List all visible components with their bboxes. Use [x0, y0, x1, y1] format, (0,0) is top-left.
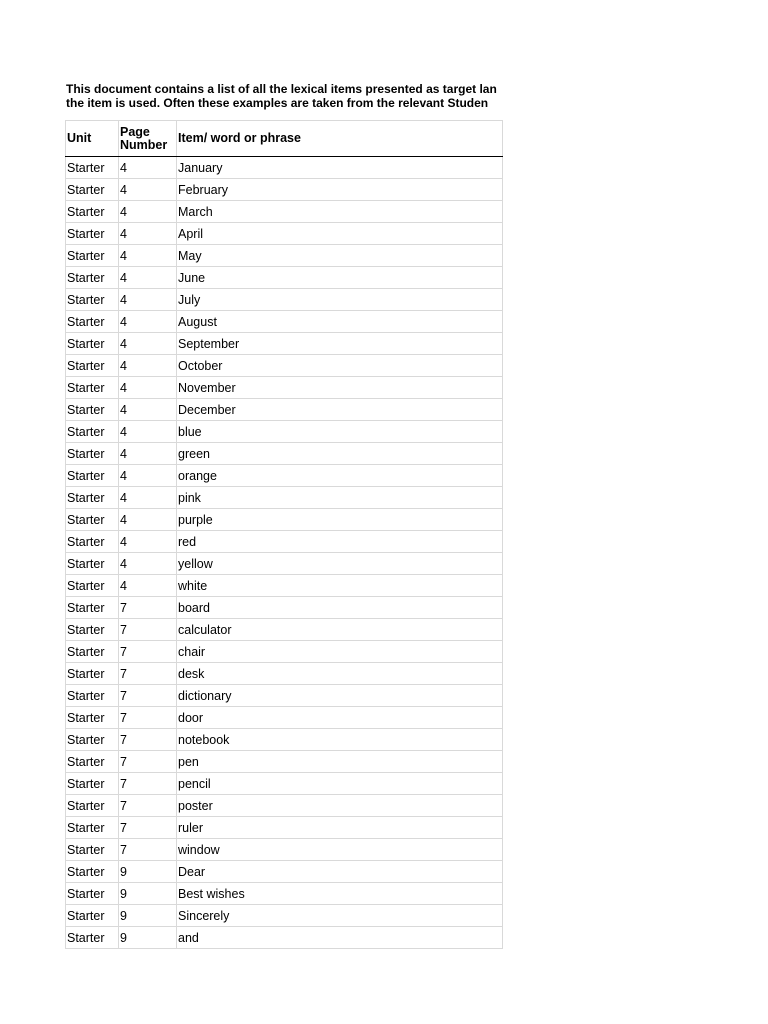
lexical-items-table: [65, 120, 503, 949]
intro-line-1: This document contains a list of all the lexical items presented as target lan: [66, 82, 497, 96]
cell-page: 7: [119, 773, 177, 795]
cell-item: February: [177, 179, 503, 201]
cell-unit: Starter: [66, 575, 119, 597]
cell-item: Sincerely: [177, 905, 503, 927]
table-row: [66, 861, 503, 883]
cell-page: 4: [119, 465, 177, 487]
table-row: [66, 421, 503, 443]
table-row: [66, 927, 503, 949]
cell-item: desk: [177, 663, 503, 685]
cell-unit: Starter: [66, 157, 119, 179]
table-row: [66, 707, 503, 729]
table-row: [66, 773, 503, 795]
cell-item: yellow: [177, 553, 503, 575]
cell-page: 7: [119, 729, 177, 751]
table-row: [66, 443, 503, 465]
table-row: [66, 883, 503, 905]
cell-page: 4: [119, 531, 177, 553]
cell-unit: Starter: [66, 685, 119, 707]
cell-page: 7: [119, 685, 177, 707]
header-page-number: [119, 121, 177, 157]
cell-item: March: [177, 201, 503, 223]
intro-line-2: the item is used. Often these examples are taken from the relevant Studen: [66, 96, 489, 110]
table-row: [66, 597, 503, 619]
cell-page: 4: [119, 223, 177, 245]
cell-item: October: [177, 355, 503, 377]
cell-unit: Starter: [66, 795, 119, 817]
cell-unit: Starter: [66, 773, 119, 795]
cell-unit: Starter: [66, 443, 119, 465]
cell-item: calculator: [177, 619, 503, 641]
cell-item: May: [177, 245, 503, 267]
cell-page: 9: [119, 861, 177, 883]
cell-page: 4: [119, 421, 177, 443]
cell-unit: Starter: [66, 333, 119, 355]
table-row: [66, 223, 503, 245]
cell-item: and: [177, 927, 503, 949]
table-row: [66, 465, 503, 487]
cell-item: November: [177, 377, 503, 399]
table-row: [66, 399, 503, 421]
cell-item: July: [177, 289, 503, 311]
cell-page: 9: [119, 883, 177, 905]
cell-item: red: [177, 531, 503, 553]
cell-page: 4: [119, 311, 177, 333]
cell-page: 7: [119, 619, 177, 641]
header-page-line-2: Number: [120, 137, 168, 152]
cell-page: 7: [119, 795, 177, 817]
table-body: [66, 157, 503, 949]
cell-page: 4: [119, 509, 177, 531]
cell-unit: Starter: [66, 245, 119, 267]
cell-unit: Starter: [66, 597, 119, 619]
cell-item: window: [177, 839, 503, 861]
cell-unit: Starter: [66, 729, 119, 751]
table-row: [66, 267, 503, 289]
cell-unit: Starter: [66, 861, 119, 883]
table-row: [66, 553, 503, 575]
cell-page: 4: [119, 157, 177, 179]
cell-unit: Starter: [66, 179, 119, 201]
cell-page: 4: [119, 267, 177, 289]
cell-unit: Starter: [66, 355, 119, 377]
cell-page: 4: [119, 355, 177, 377]
cell-unit: Starter: [66, 267, 119, 289]
cell-unit: Starter: [66, 663, 119, 685]
table-row: [66, 245, 503, 267]
table-row: [66, 795, 503, 817]
cell-unit: Starter: [66, 707, 119, 729]
table-row: [66, 179, 503, 201]
cell-item: ruler: [177, 817, 503, 839]
table-row: [66, 157, 503, 179]
cell-item: Dear: [177, 861, 503, 883]
cell-item: purple: [177, 509, 503, 531]
cell-page: 4: [119, 377, 177, 399]
cell-unit: Starter: [66, 905, 119, 927]
cell-unit: Starter: [66, 201, 119, 223]
header-unit: Unit: [66, 121, 119, 157]
cell-unit: Starter: [66, 289, 119, 311]
cell-item: pink: [177, 487, 503, 509]
cell-page: 9: [119, 927, 177, 949]
cell-page: 4: [119, 575, 177, 597]
table-row: [66, 575, 503, 597]
cell-item: Best wishes: [177, 883, 503, 905]
table-row: [66, 905, 503, 927]
cell-unit: Starter: [66, 399, 119, 421]
cell-page: 4: [119, 333, 177, 355]
cell-unit: Starter: [66, 553, 119, 575]
cell-item: June: [177, 267, 503, 289]
cell-page: 4: [119, 289, 177, 311]
table-row: [66, 531, 503, 553]
table-row: [66, 311, 503, 333]
cell-page: 7: [119, 839, 177, 861]
cell-unit: Starter: [66, 311, 119, 333]
cell-unit: Starter: [66, 421, 119, 443]
cell-page: 7: [119, 817, 177, 839]
cell-page: 4: [119, 179, 177, 201]
cell-page: 9: [119, 905, 177, 927]
cell-page: 7: [119, 663, 177, 685]
cell-page: 7: [119, 597, 177, 619]
cell-page: 7: [119, 751, 177, 773]
table-row: [66, 751, 503, 773]
cell-item: pen: [177, 751, 503, 773]
header-page-line-1: Page: [120, 124, 150, 139]
cell-unit: Starter: [66, 509, 119, 531]
table-row: [66, 839, 503, 861]
cell-item: December: [177, 399, 503, 421]
table-row: [66, 355, 503, 377]
cell-unit: Starter: [66, 817, 119, 839]
cell-item: chair: [177, 641, 503, 663]
table-row: [66, 333, 503, 355]
cell-item: green: [177, 443, 503, 465]
cell-unit: Starter: [66, 927, 119, 949]
cell-page: 4: [119, 399, 177, 421]
cell-page: 4: [119, 201, 177, 223]
cell-page: 4: [119, 553, 177, 575]
cell-unit: Starter: [66, 883, 119, 905]
table-row: [66, 487, 503, 509]
cell-item: door: [177, 707, 503, 729]
cell-unit: Starter: [66, 641, 119, 663]
cell-item: pencil: [177, 773, 503, 795]
cell-unit: Starter: [66, 465, 119, 487]
cell-item: poster: [177, 795, 503, 817]
intro-text: [66, 82, 503, 110]
cell-unit: Starter: [66, 839, 119, 861]
cell-page: 4: [119, 245, 177, 267]
cell-item: notebook: [177, 729, 503, 751]
cell-unit: Starter: [66, 751, 119, 773]
cell-item: January: [177, 157, 503, 179]
cell-item: orange: [177, 465, 503, 487]
cell-item: August: [177, 311, 503, 333]
table-row: [66, 817, 503, 839]
table-row: [66, 201, 503, 223]
table-header-row: [66, 121, 503, 157]
cell-page: 4: [119, 443, 177, 465]
cell-unit: Starter: [66, 223, 119, 245]
table-row: [66, 377, 503, 399]
header-item: Item/ word or phrase: [177, 121, 503, 157]
cell-page: 7: [119, 641, 177, 663]
table-row: [66, 619, 503, 641]
table-row: [66, 729, 503, 751]
cell-item: board: [177, 597, 503, 619]
cell-unit: Starter: [66, 487, 119, 509]
cell-unit: Starter: [66, 619, 119, 641]
table-row: [66, 663, 503, 685]
cell-item: blue: [177, 421, 503, 443]
cell-item: white: [177, 575, 503, 597]
cell-page: 7: [119, 707, 177, 729]
table-row: [66, 685, 503, 707]
table-row: [66, 641, 503, 663]
table-row: [66, 289, 503, 311]
cell-page: 4: [119, 487, 177, 509]
cell-item: September: [177, 333, 503, 355]
cell-unit: Starter: [66, 377, 119, 399]
cell-item: April: [177, 223, 503, 245]
cell-item: dictionary: [177, 685, 503, 707]
table-row: [66, 509, 503, 531]
cell-unit: Starter: [66, 531, 119, 553]
